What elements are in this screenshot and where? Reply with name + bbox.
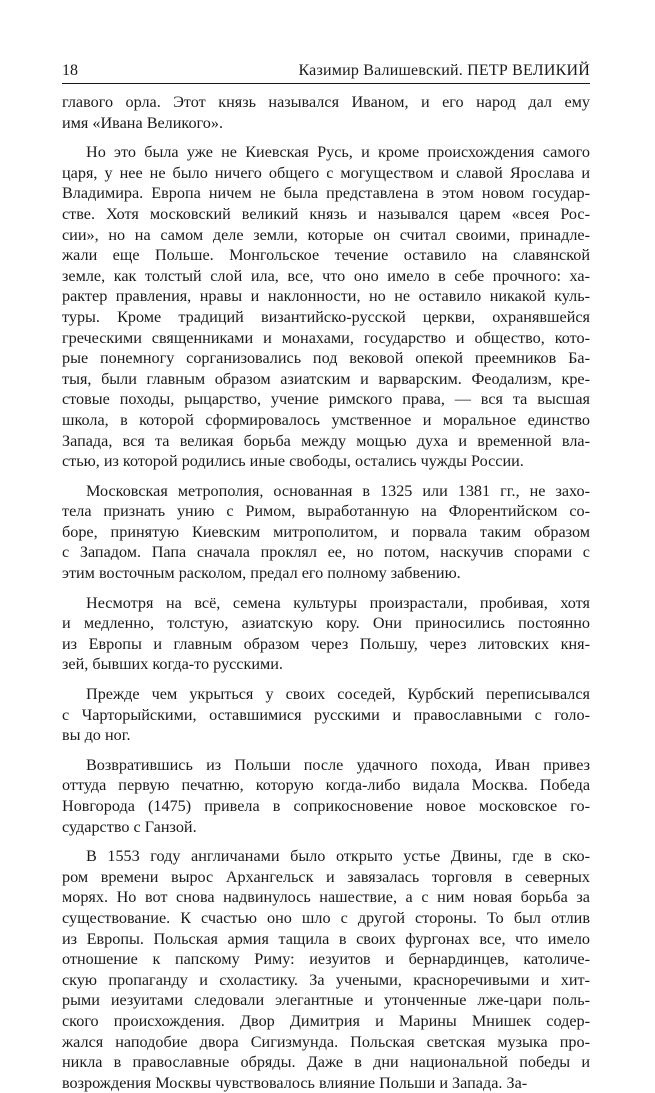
paragraph <box>62 593 590 675</box>
text-line: Владимира. Европа ничем не была представлена в этом новом государ- <box>62 184 590 203</box>
text-line: Московская метрополия, основанная в 1325 или 1381 гг., не захо- <box>86 481 590 500</box>
text-line: никла в православные обряды. Даже в дни национальной победы и <box>62 1053 590 1072</box>
text-line: рактер правления, нравы и наклонности, но не оставило никакой куль- <box>62 287 590 306</box>
text-line: земле, как толстый слой ила, все, что оно имело в себе прочного: ха- <box>62 266 590 285</box>
text-line: из Европы. Польская армия тащила в своих фургонах все, что имело <box>62 929 590 948</box>
text-line: Несмотря на всё, семена культуры произрастали, пробивая, хотя <box>86 593 590 612</box>
paragraph <box>62 92 590 133</box>
text-line: жали еще Польше. Монгольское течение оставило на славянской <box>62 246 590 265</box>
text-line: жался наподобие двора Сигизмунда. Польская светская музыка про- <box>62 1032 590 1051</box>
text-line: отношение к папскому Риму: иезуитов и бернардинцев, католиче- <box>62 950 590 969</box>
text-line: сии», но на самом деле земли, которые он считал своими, принадле- <box>62 225 590 244</box>
text-line: существование. К счастью оно шло с другой стороны. То был отлив <box>62 908 590 927</box>
text-line: царя, у нее не было ничего общего с могуществом и славой Ярослава и <box>62 163 590 182</box>
text-line: рые понемногу сорганизовались под вековой опекой преемников Ба- <box>62 349 590 368</box>
text-line: имя «Ивана Великого». <box>62 113 224 132</box>
body-text <box>62 92 590 1093</box>
text-line: школа, в которой сформировалось умственное и моральное единство <box>62 410 590 429</box>
text-line: Прежде чем укрыться у своих соседей, Курбский переписывался <box>86 685 590 704</box>
paragraph <box>62 142 590 472</box>
text-line: боре, принятую Киевским митрополитом, и порвала таким образом <box>62 522 590 541</box>
text-line: тела признать унию с Римом, выработанную на Флорентийском со- <box>62 502 590 521</box>
text-line: Но это была уже не Киевская Русь, и кроме происхождения самого <box>86 143 590 162</box>
text-line: стве. Хотя московский великий князь и назывался царем «всея Рос- <box>62 204 590 223</box>
header-rule <box>62 83 590 84</box>
text-line: сударство с Ганзой. <box>62 817 197 836</box>
text-line: Возвратившись из Польши после удачного похода, Иван привез <box>86 755 590 774</box>
text-line: тыя, были главным образом азиатским и варварским. Феодализм, кре- <box>62 369 590 388</box>
text-line: главого орла. Этот князь назывался Иваном, и его народ дал ему <box>62 93 590 111</box>
text-line: рыми иезуитами следовали элегантные и утонченные лже-цари поль- <box>62 991 590 1010</box>
text-line: Запада, вся та великая борьба между мощью духа и временной вла- <box>62 431 590 450</box>
text-line: стовые походы, рыцарство, учение римского права, — вся та высшая <box>62 390 590 409</box>
page-number: 18 <box>62 62 78 79</box>
text-line: ского происхождения. Двор Димитрия и Марины Мнишек содер- <box>62 1011 590 1030</box>
text-line: этим восточным расколом, предал его полному забвению. <box>62 564 461 583</box>
text-line: ром времени вырос Архангельск и завязалась торговля в северных <box>62 867 590 886</box>
text-line: стью, из которой родились иные свободы, остались чужды России. <box>62 452 524 471</box>
paragraph <box>62 684 590 746</box>
text-line: морях. Но вот снова надвинулось нашествие, а с ним новая борьба за <box>62 888 590 907</box>
running-title: Казимир Валишевский. ПЕТР ВЕЛИКИЙ <box>298 62 590 79</box>
text-line: туры. Кроме традиций византийско-русской церкви, охранявшейся <box>62 307 590 326</box>
text-line: с Чарторыйскими, оставшимися русскими и православными с голо- <box>62 705 590 724</box>
text-line: и медленно, толстую, азиатскую кору. Они приносились постоянно <box>62 614 590 633</box>
text-line: зей, бывших когда-то русскими. <box>62 655 283 674</box>
text-line: скую пропаганду и схоластику. За учеными, красноречивыми и хит- <box>62 970 590 989</box>
text-line: из Европы и главным образом через Польшу, через литовских кня- <box>62 634 590 653</box>
text-line: В 1553 году англичанами было открыто устье Двины, где в ско- <box>86 847 590 866</box>
text-line: вы до ног. <box>62 726 131 745</box>
paragraph <box>62 755 590 837</box>
text-line: оттуда первую печатню, которую когда-либо видала Москва. Победа <box>62 776 590 795</box>
text-line: возрождения Москвы чувствовалось влияние Польши и Запада. За- <box>62 1073 528 1092</box>
text-line: с Западом. Папа сначала проклял ее, но потом, наскучив спорами с <box>62 543 590 562</box>
paragraph <box>62 481 590 584</box>
running-header <box>62 57 590 81</box>
paragraph <box>62 846 590 1093</box>
text-line: Новгорода (1475) привела в соприкосновение новое московское го- <box>62 797 590 815</box>
text-line: греческими священниками и монахами, государство и общество, кото- <box>62 328 590 347</box>
